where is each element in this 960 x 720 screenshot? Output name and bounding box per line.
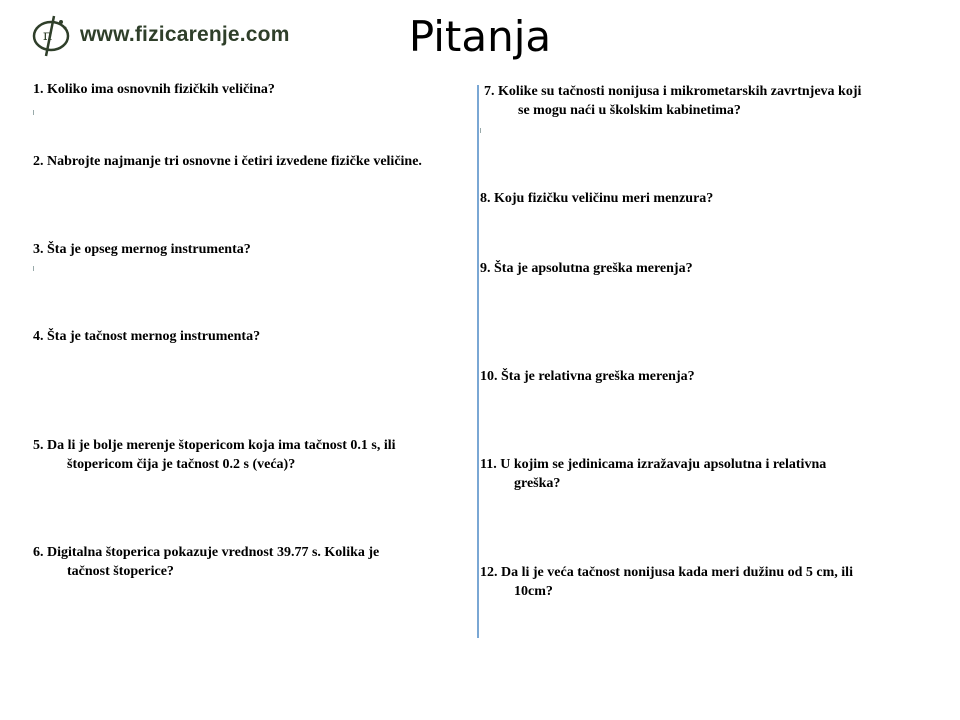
answer-marker: [33, 266, 34, 271]
question-11: [480, 455, 826, 493]
page-title: Pitanja: [408, 12, 552, 61]
question-text: 12. Da li je veća tačnost nonijusa kada meri dužinu od 5 cm, ili: [480, 565, 853, 580]
question-8: [480, 189, 713, 208]
question-text: 3. Šta je opseg mernog instrumenta?: [33, 242, 251, 257]
question-text: 5. Da li je bolje merenje štopericom koja ima tačnost 0.1 s, ili: [33, 438, 396, 453]
question-3: [33, 240, 251, 259]
question-12: [480, 563, 853, 601]
question-text: 8. Koju fizičku veličinu meri menzura?: [480, 191, 714, 206]
question-4: [33, 327, 260, 346]
question-6: [33, 543, 379, 581]
column-divider: [477, 85, 479, 638]
question-1: [33, 80, 275, 99]
question-text-cont: greška?: [514, 476, 561, 491]
question-text: 7. Kolike su tačnosti nonijusa i mikrometarskih zavrtnjeva koji: [484, 84, 862, 99]
question-9: [480, 259, 693, 278]
question-2: [33, 152, 422, 171]
answer-marker: [33, 110, 34, 115]
question-text-cont: tačnost štoperice?: [67, 564, 174, 579]
question-text: 10. Šta je relativna greška merenja?: [480, 369, 695, 384]
answer-marker: [480, 128, 481, 133]
question-text: 11. U kojim se jedinicama izražavaju apsolutna i relativna: [480, 457, 827, 472]
question-text-cont: se mogu naći u školskim kabinetima?: [518, 103, 741, 118]
question-text: 4. Šta je tačnost mernog instrumenta?: [33, 329, 261, 344]
question-7: [484, 82, 861, 120]
question-text-cont: štopericom čija je tačnost 0.2 s (veća)?: [67, 457, 296, 472]
question-text: 9. Šta je apsolutna greška merenja?: [480, 261, 693, 276]
question-5: [33, 436, 396, 474]
question-text: 1. Koliko ima osnovnih fizičkih veličina?: [33, 82, 275, 97]
question-10: [480, 367, 695, 386]
question-text: 6. Digitalna štoperica pokazuje vrednost 39.77 s. Kolika je: [33, 545, 380, 560]
question-text-cont: 10cm?: [514, 584, 553, 599]
svg-text:π: π: [43, 28, 53, 44]
logo-text: www.fizicarenje.com: [80, 23, 290, 46]
question-text: 2. Nabrojte najmanje tri osnovne i četiri izvedene fizičke veličine.: [33, 154, 422, 169]
